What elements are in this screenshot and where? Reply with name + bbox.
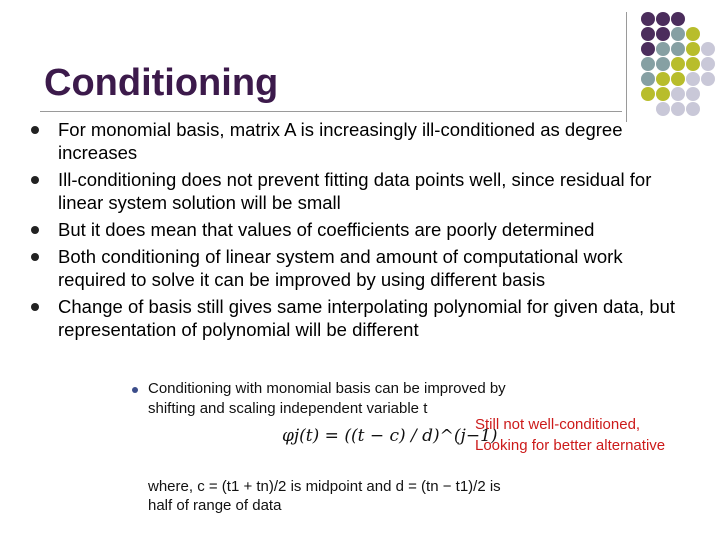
decor-dot [671, 102, 685, 116]
bullet-dot-icon [31, 176, 39, 184]
decor-dot [641, 27, 655, 41]
bullet-item [30, 118, 690, 164]
decor-dot [641, 72, 655, 86]
bullet-list [30, 118, 690, 345]
title-divider [40, 111, 622, 112]
decor-dot [656, 87, 670, 101]
red-annotation [475, 414, 715, 456]
decor-dot [656, 42, 670, 56]
decor-dot [701, 42, 715, 56]
decor-dot [686, 72, 700, 86]
bullet-item [30, 295, 690, 341]
decor-dot [656, 102, 670, 116]
decor-dot [671, 42, 685, 56]
decor-dot [686, 102, 700, 116]
decor-dot [641, 87, 655, 101]
decor-dot [671, 12, 685, 26]
decor-dot [701, 57, 715, 71]
annotation-line-2: Looking for better alternative [475, 437, 666, 454]
decor-dot [686, 87, 700, 101]
bullet-item [30, 245, 690, 291]
decor-dot [641, 57, 655, 71]
decor-dot [671, 72, 685, 86]
decor-dot [641, 42, 655, 56]
inset-line-1: Conditioning with monomial basis can be improved by [148, 380, 506, 397]
decorative-dot-grid [636, 10, 720, 120]
bullet-dot-icon [31, 253, 39, 261]
inset-formula: φj(t) = ((t − c) / d)^(j−1) [282, 426, 498, 446]
decor-dot [701, 72, 715, 86]
inset-line-3: where, c = (t1 + tn)/2 is midpoint and d = (tn − t1)/2 is [148, 478, 501, 495]
bullet-item [30, 218, 690, 241]
bullet-item [30, 168, 690, 214]
inset-line-2: shifting and scaling independent variable t [148, 400, 428, 417]
bullet-text: Ill-conditioning does not prevent fitting data points well, since residual for linear system solution will be small [58, 169, 652, 213]
decor-dot [656, 27, 670, 41]
decor-dot [686, 42, 700, 56]
decor-dot [671, 57, 685, 71]
annotation-line-1: Still not well-conditioned, [475, 416, 641, 433]
decor-dot [656, 12, 670, 26]
bullet-text: Change of basis still gives same interpolating polynomial for given data, but representation of polynomial will be different [58, 296, 676, 340]
bullet-dot-icon [31, 226, 39, 234]
decor-dot [671, 87, 685, 101]
inset-line-4: half of range of data [148, 497, 282, 514]
bullet-dot-icon [31, 126, 39, 134]
decor-dot [686, 27, 700, 41]
decor-dot [686, 57, 700, 71]
decor-dot [671, 27, 685, 41]
bullet-text: But it does mean that values of coefficients are poorly determined [58, 219, 595, 240]
inset-bullet-icon [132, 387, 138, 393]
bullet-text: For monomial basis, matrix A is increasingly ill-conditioned as degree increases [58, 119, 623, 163]
slide-title: Conditioning [44, 62, 279, 104]
decor-dot [641, 12, 655, 26]
decor-dot [656, 57, 670, 71]
bullet-text: Both conditioning of linear system and amount of computational work required to solve it can be improved by using different basis [58, 246, 623, 290]
corner-divider [626, 12, 627, 122]
bullet-dot-icon [31, 303, 39, 311]
decor-dot [656, 72, 670, 86]
